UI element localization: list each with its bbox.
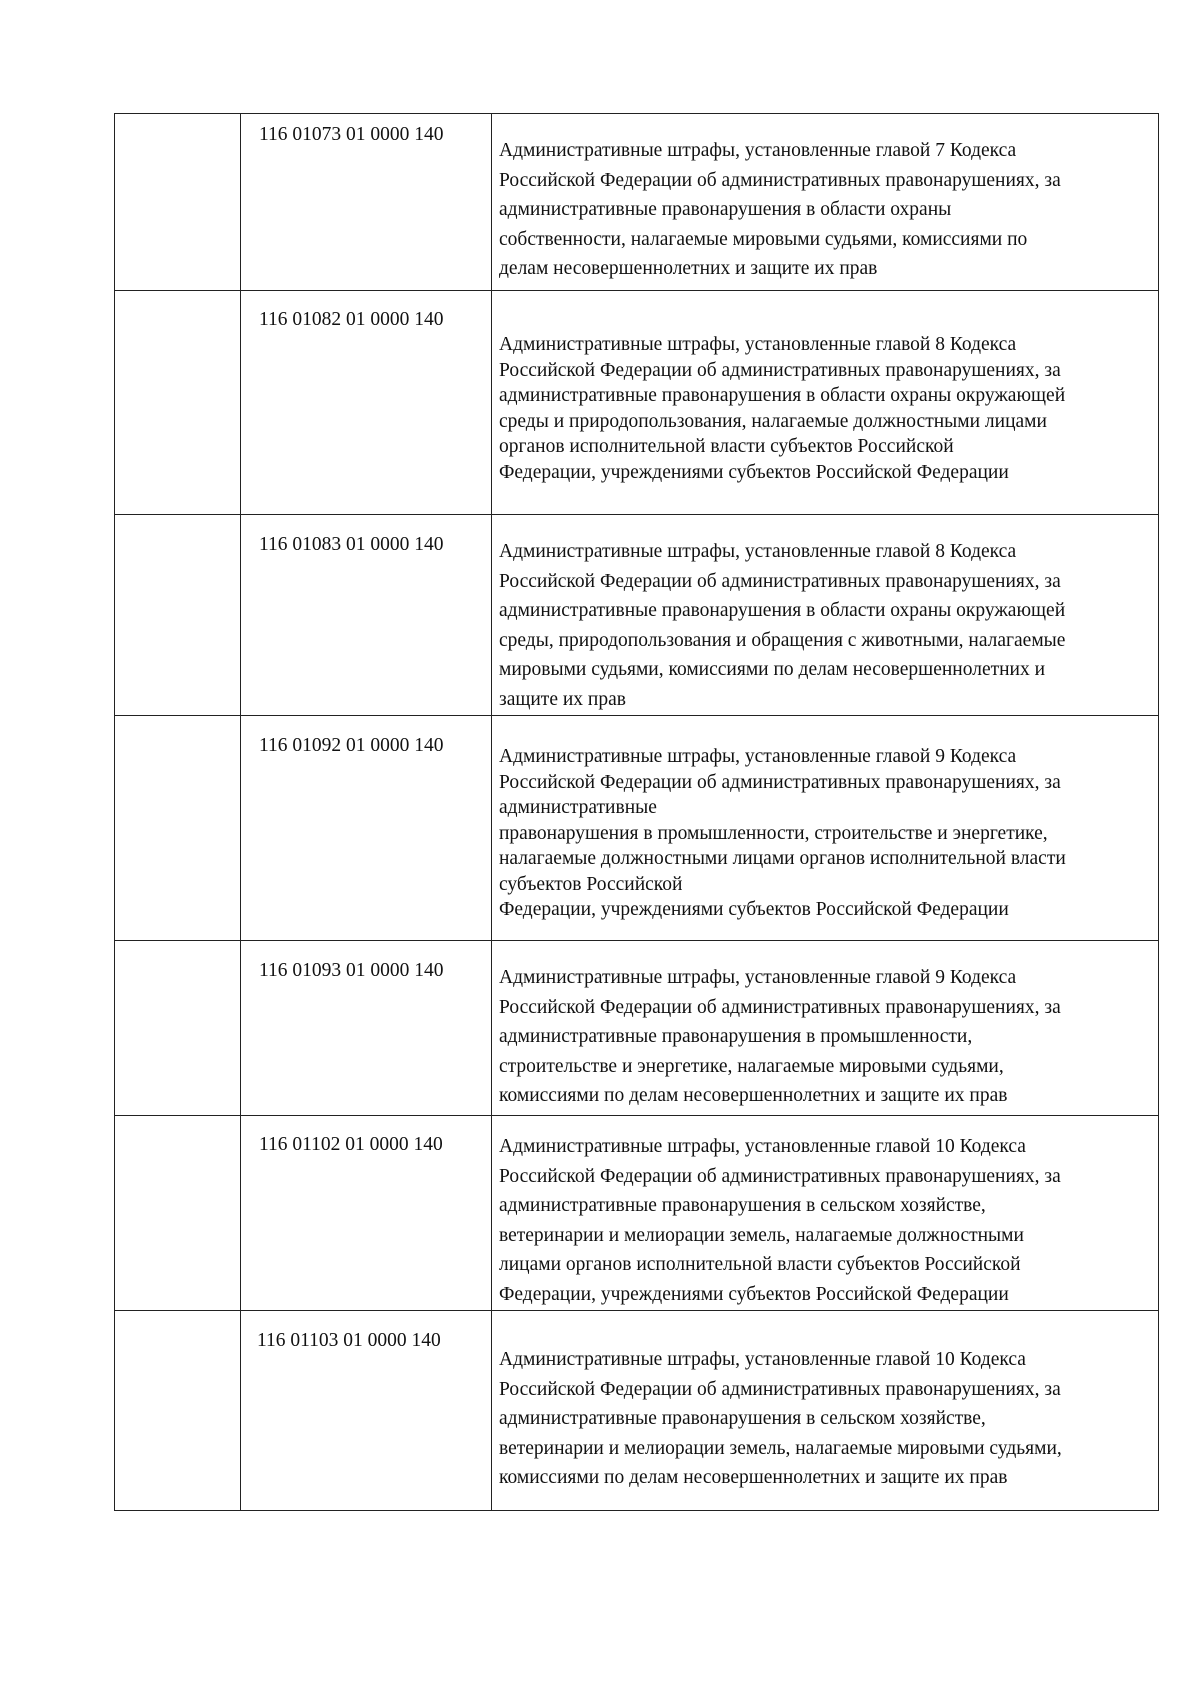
description-cell: [492, 114, 1159, 291]
description-cell: [492, 1311, 1159, 1511]
budget-code: 116 01092 01 0000 140: [259, 735, 444, 756]
table-row: [115, 1116, 1159, 1311]
empty-cell: [115, 1311, 241, 1511]
description-text: Административные штрафы, установленные главой 9 Кодекса Российской Федерации об административных правонарушениях, за административные правонарушения в промышленности, строительстве и энергетике, налагаемые мировыми судьями, комиссиями по делам несовершеннолетних и защите их прав: [499, 967, 1061, 1106]
table-row: [115, 941, 1159, 1116]
description-text: Административные штрафы, установленные главой 7 Кодекса Российской Федерации об административных правонарушениях, за административные правонарушения в области охраны собственности, налагаемые мировыми судьями, комиссиями по делам несовершеннолетних и защите их прав: [499, 140, 1061, 279]
budget-code: 116 01102 01 0000 140: [259, 1134, 443, 1155]
description-cell: [492, 941, 1159, 1116]
code-cell: [241, 941, 492, 1116]
table-row: [115, 291, 1159, 515]
code-cell: [241, 716, 492, 941]
description-cell: [492, 1116, 1159, 1311]
budget-code: 116 01073 01 0000 140: [259, 124, 444, 145]
empty-cell: [115, 1116, 241, 1311]
description-text: Административные штрафы, установленные главой 9 Кодекса Российской Федерации об административных правонарушениях, за административные правонарушения в промышленности, строительстве и энергетике, налагаемые должностными лицами органов исполнительной власти субъектов Российской Федерации, учреждениями субъектов Российской Федерации: [499, 746, 1066, 920]
budget-codes-table: [114, 113, 1159, 1511]
table-row: [115, 515, 1159, 716]
code-cell: [241, 114, 492, 291]
table-row: [115, 1311, 1159, 1511]
code-cell: [241, 515, 492, 716]
description-text: Административные штрафы, установленные главой 8 Кодекса Российской Федерации об административных правонарушениях, за административные правонарушения в области охраны окружающей среды и природопользования, налагаемые должностными лицами органов исполнительной власти субъектов Российской Федерации, учреждениями субъектов Российской Федерации: [499, 334, 1066, 483]
description-cell: [492, 291, 1159, 515]
budget-code: 116 01082 01 0000 140: [259, 309, 444, 330]
empty-cell: [115, 716, 241, 941]
code-cell: [241, 1116, 492, 1311]
budget-code: 116 01083 01 0000 140: [259, 534, 444, 555]
empty-cell: [115, 114, 241, 291]
budget-code: 116 01093 01 0000 140: [259, 960, 444, 981]
description-text: Административные штрафы, установленные главой 10 Кодекса Российской Федерации об административных правонарушениях, за административные правонарушения в сельском хозяйстве, ветеринарии и мелиорации земель, налагаемые должностными лицами органов исполнительной власти субъектов Российской Федерации, учреждениями субъектов Российской Федерации: [499, 1136, 1061, 1305]
code-cell: [241, 1311, 492, 1511]
description-cell: [492, 716, 1159, 941]
table-row: [115, 114, 1159, 291]
budget-code: 116 01103 01 0000 140: [257, 1330, 441, 1351]
empty-cell: [115, 291, 241, 515]
code-cell: [241, 291, 492, 515]
description-text: Административные штрафы, установленные главой 8 Кодекса Российской Федерации об административных правонарушениях, за административные правонарушения в области охраны окружающей среды, природопользования и обращения с животными, налагаемые мировыми судьями, комиссиями по делам несовершеннолетних и защите их прав: [499, 541, 1066, 710]
description-cell: [492, 515, 1159, 716]
description-text: Административные штрафы, установленные главой 10 Кодекса Российской Федерации об административных правонарушениях, за административные правонарушения в сельском хозяйстве, ветеринарии и мелиорации земель, налагаемые мировыми судьями, комиссиями по делам несовершеннолетних и защите их прав: [499, 1349, 1062, 1488]
empty-cell: [115, 515, 241, 716]
empty-cell: [115, 941, 241, 1116]
table-row: [115, 716, 1159, 941]
